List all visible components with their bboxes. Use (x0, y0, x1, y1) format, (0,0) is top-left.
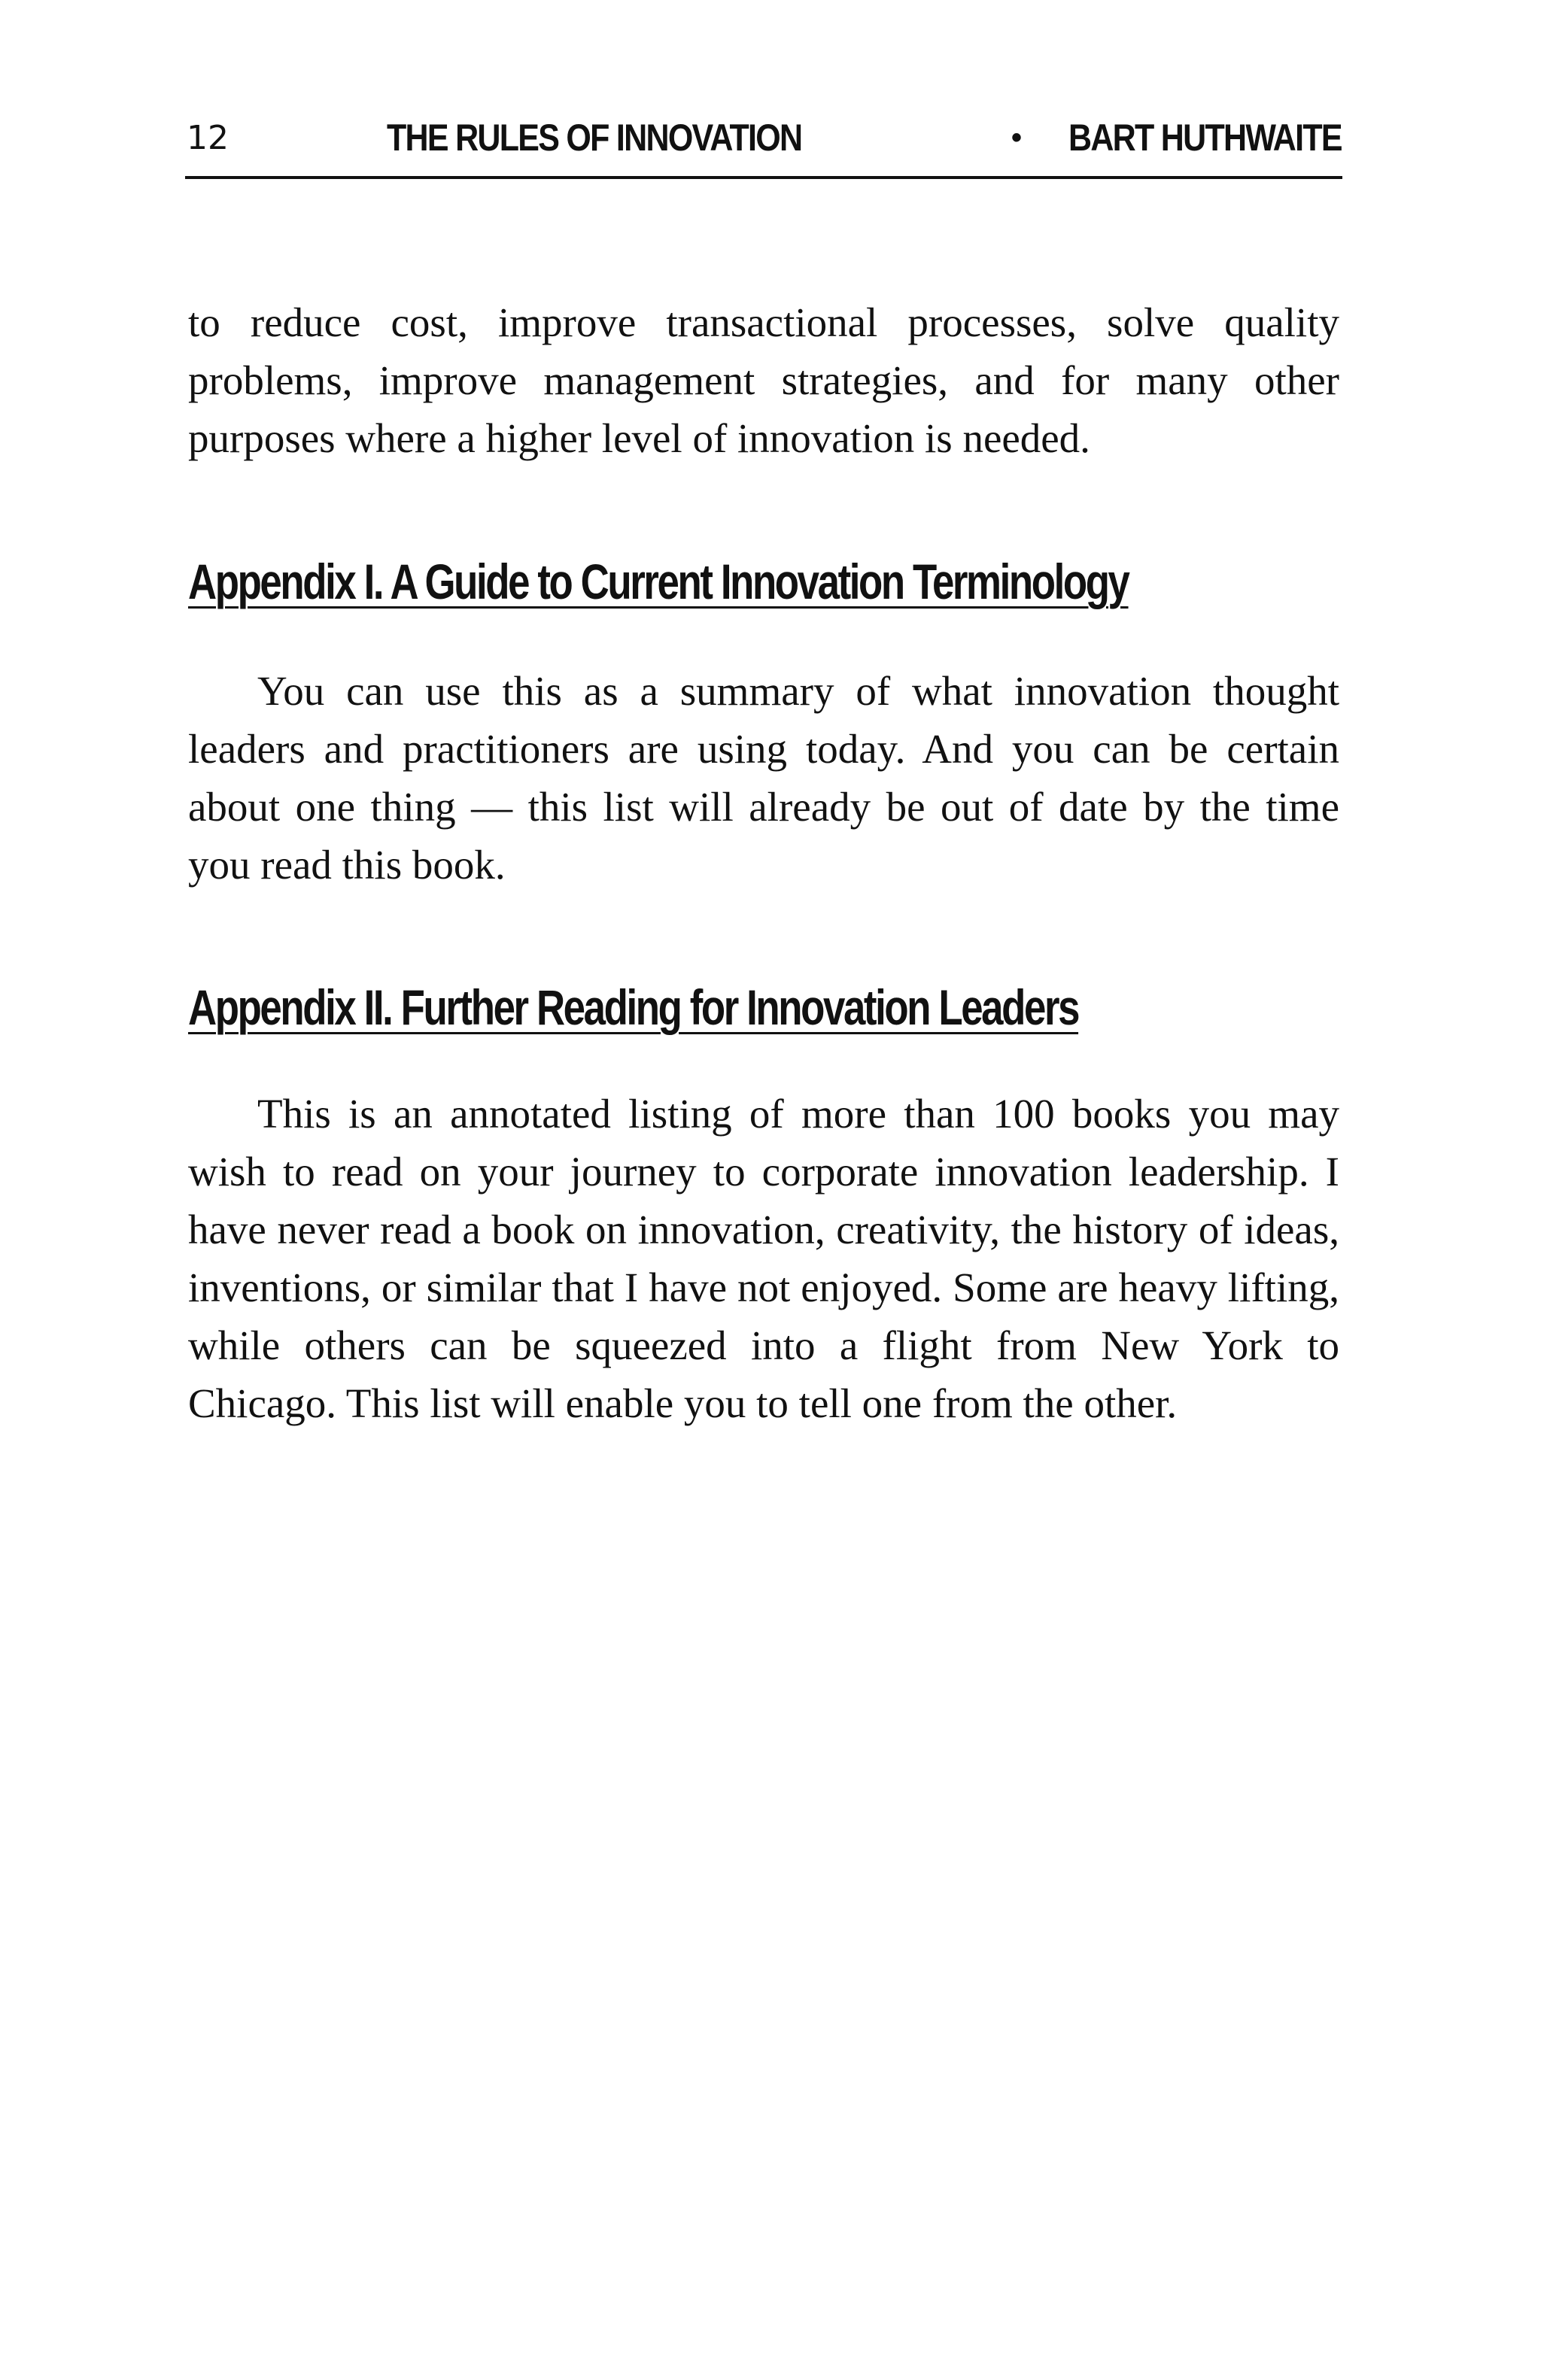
appendix-2-heading: Appendix II. Further Reading for Innovation Leaders (188, 979, 1079, 1035)
running-header (187, 113, 1342, 173)
header-separator: • (1011, 121, 1023, 154)
intro-paragraph: to reduce cost, improve transactional processes, solve quality problems, improve management strategies, and for many other purposes where a higher level of innovation is needed. (188, 299, 1339, 461)
page-number: 12 (187, 119, 229, 157)
appendix-2-paragraph: This is an annotated listing of more than 100 books you may wish to read on your journey to corporate innovation leadership. I have never read a book on innovation, creativity, the history of ideas, inventions, or similar that I have not enjoyed. Some are heavy lifting, while others can be squeezed into a flight from New York to Chicago. This list will enable you to tell one from the other. (188, 1091, 1339, 1426)
book-title: THE RULES OF INNOVATION (387, 117, 802, 159)
appendix-1-paragraph: You can use this as a summary of what innovation thought leaders and practitioners are using today. And you can be certain about one thing — this list will already be out of date by the time you read this book. (188, 668, 1339, 888)
author-name: BART HUTHWAITE (1068, 117, 1342, 159)
appendix-1-heading: Appendix I. A Guide to Current Innovation Terminology (188, 554, 1129, 609)
header-rule (185, 176, 1342, 179)
